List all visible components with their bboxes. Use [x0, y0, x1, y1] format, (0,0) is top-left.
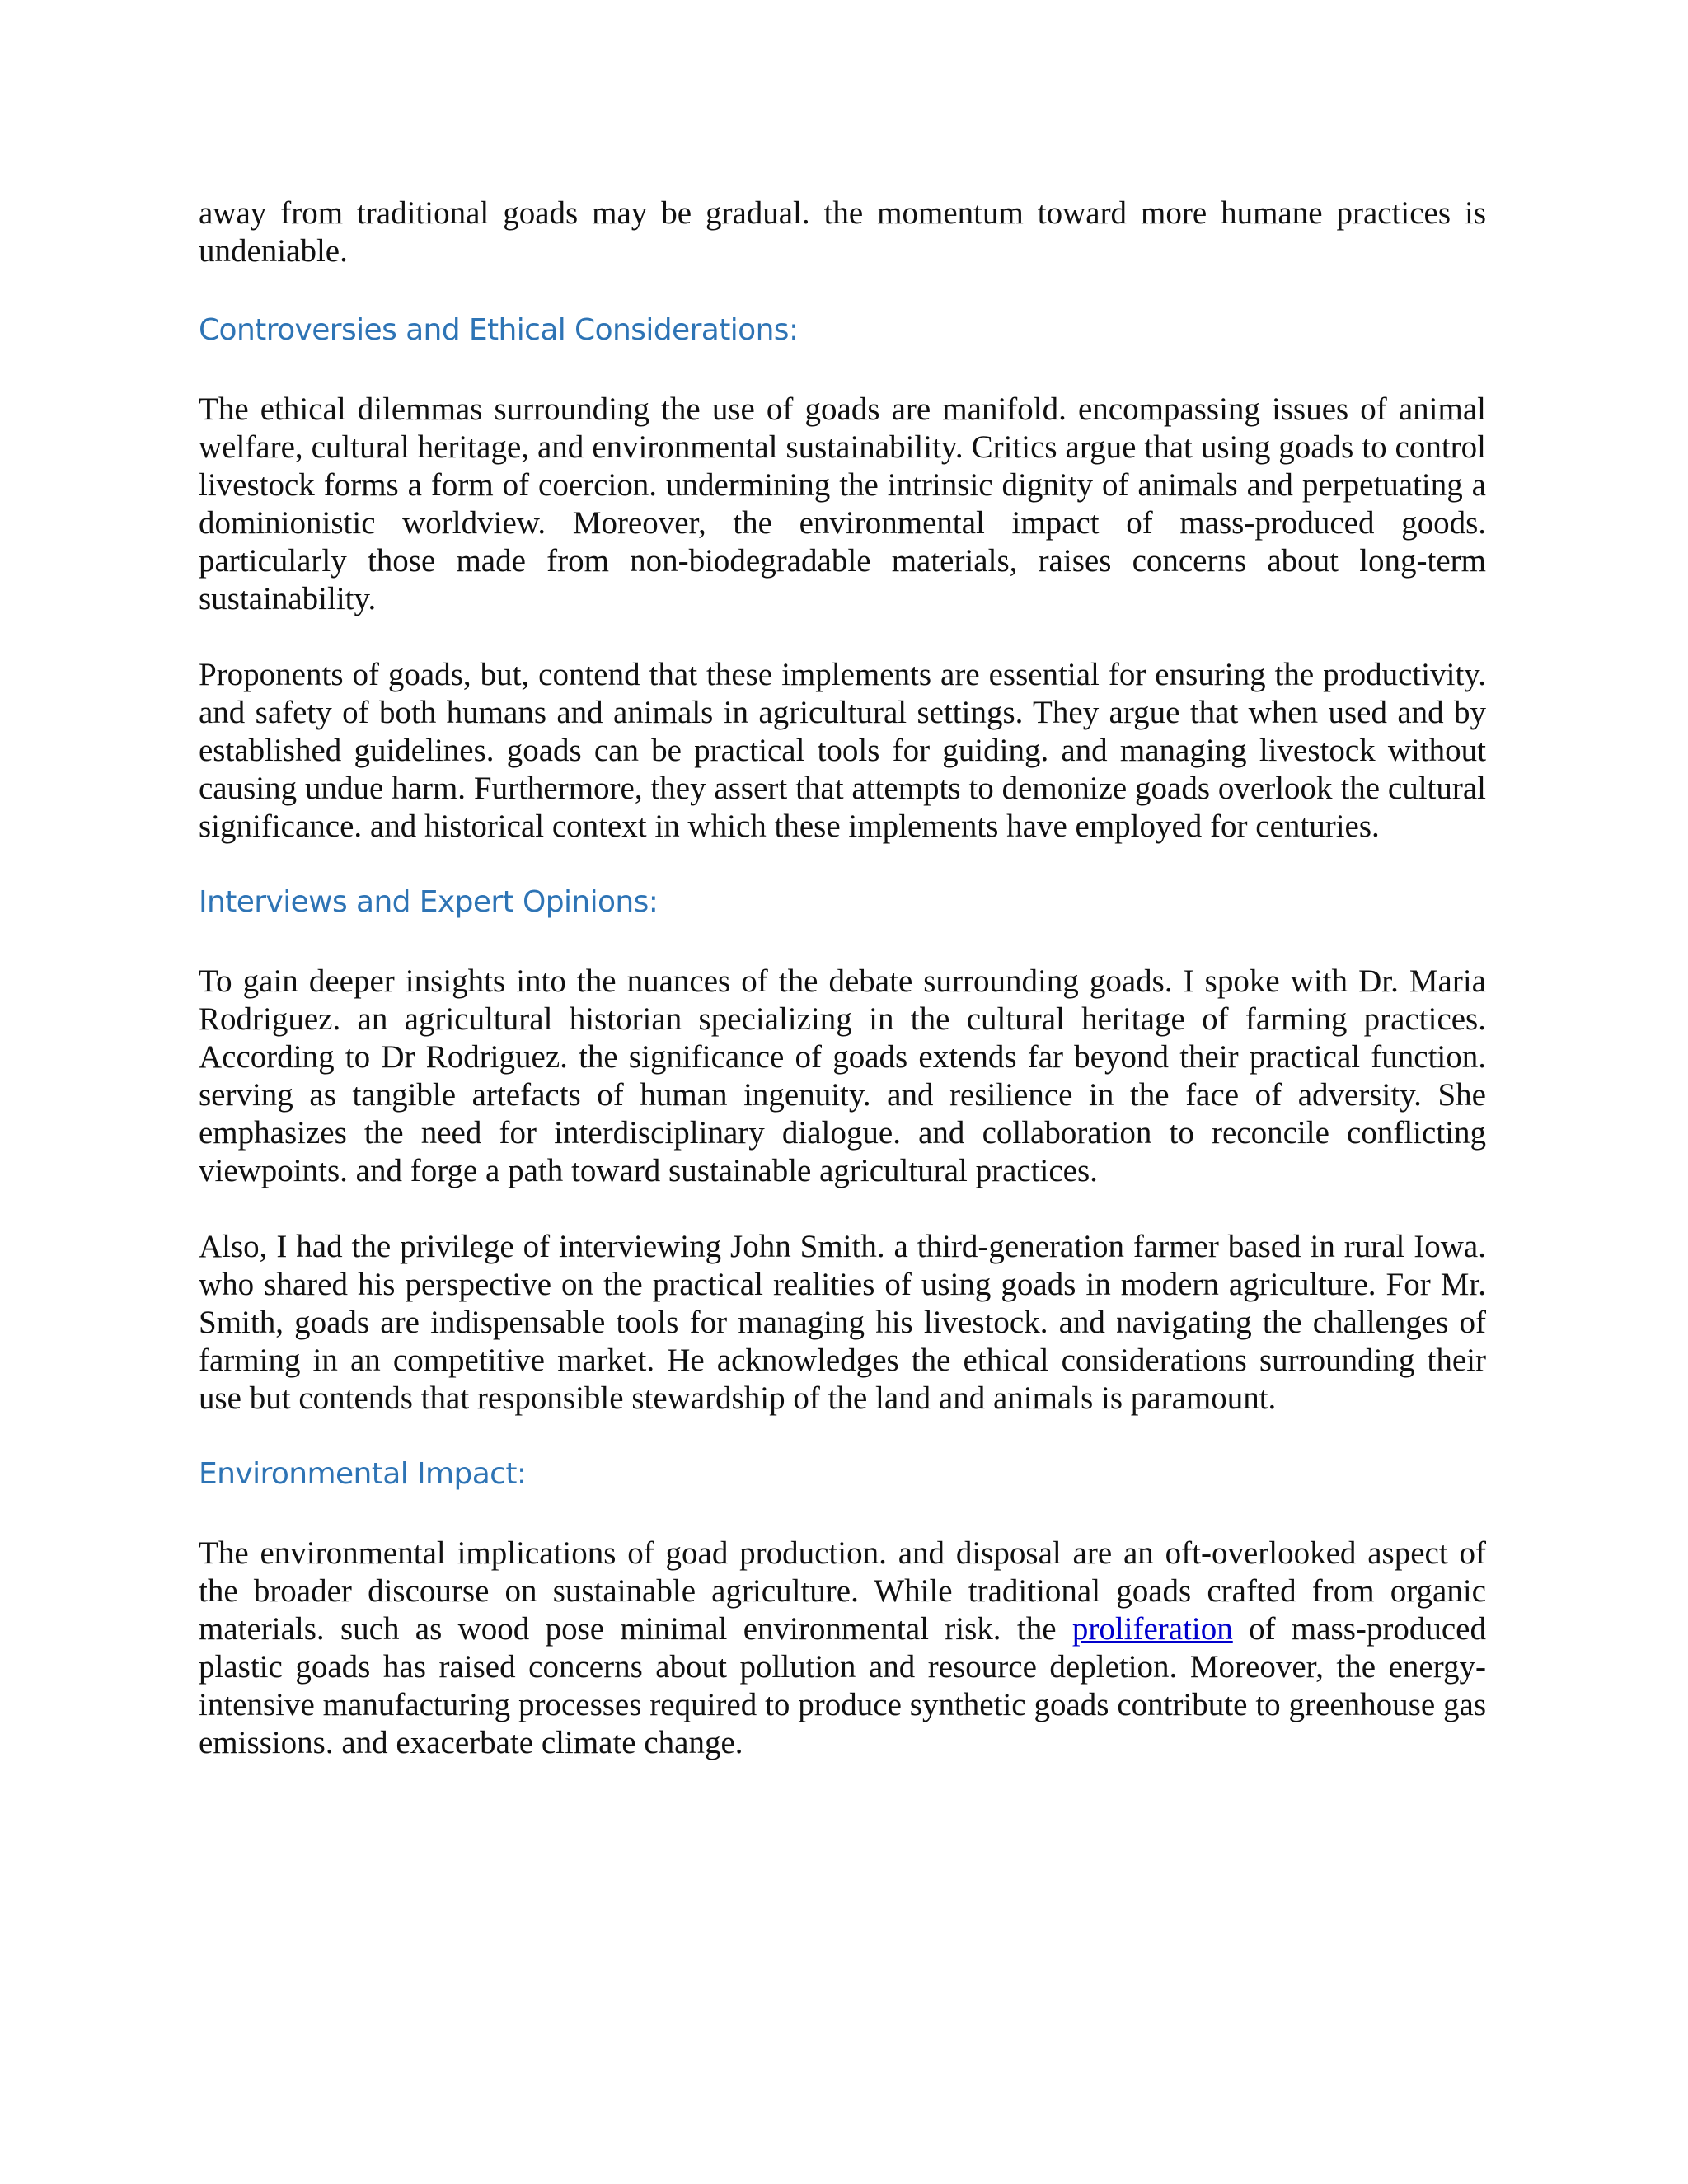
- paragraph-proponents: Proponents of goads, but, contend that these implements are essential for ensuring the productivity. and safety of both humans and animals in agricultural settings. They argue that when used and by established guidelines. goads can be practical tools for guiding. and managing livestock without causing undue harm. Furthermore, they assert that attempts to demonize goads overlook the cultural significance. and historical context in which these implements have employed for centuries.: [199, 657, 1486, 844]
- heading-environmental-impact: Environmental Impact:: [199, 1457, 527, 1491]
- paragraph-text-after-link: of mass-produced plastic goads has raised concerns about pollution and resource depletion. Moreover, the energy-intensive manufacturing processes required to produce synthetic goads contribute to greenhouse gas emissions. and exacerbate climate change.: [199, 1611, 1486, 1760]
- document-body: [199, 194, 1486, 1762]
- paragraph-smith-interview: Also, I had the privilege of interviewing John Smith. a third-generation farmer based in rural Iowa. who shared his perspective on the practical realities of using goads in modern agriculture. For Mr. Smith, goads are indispensable tools for managing his livestock. and navigating the challenges of farming in an competitive market. He acknowledges the ethical considerations surrounding their use but contends that responsible stewardship of the land and animals is paramount.: [199, 1229, 1486, 1416]
- paragraph-text-before-link: The environmental implications of goad production. and disposal are an oft-overlooked aspect of the broader discourse on sustainable agriculture. While traditional goads crafted from organic materials. such as wood pose minimal environmental risk. the: [199, 1535, 1486, 1647]
- paragraph-ethical-dilemmas: The ethical dilemmas surrounding the use of goads are manifold. encompassing issues of animal welfare, cultural heritage, and environmental sustainability. Critics argue that using goads to control livestock forms a form of coercion. undermining the intrinsic dignity of animals and perpetuating a dominionistic worldview. Moreover, the environmental impact of mass-produced goods. particularly those made from non-biodegradable materials, raises concerns about long-term sustainability.: [199, 391, 1486, 616]
- heading-controversies: Controversies and Ethical Considerations:: [199, 313, 799, 347]
- proliferation-link[interactable]: proliferation: [1071, 1611, 1233, 1647]
- paragraph-rodriguez-interview: To gain deeper insights into the nuances of the debate surrounding goads. I spoke with Dr. Maria Rodriguez. an agricultural historian specializing in the cultural heritage of farming practices. According to Dr Rodriguez. the significance of goads extends far beyond their practical function. serving as tangible artefacts of human ingenuity. and resilience in the face of adversity. She emphasizes the need for interdisciplinary dialogue. and collaboration to reconcile conflicting viewpoints. and forge a path toward sustainable agricultural practices.: [199, 963, 1486, 1188]
- paragraph-intro-continuation: away from traditional goads may be gradual. the momentum toward more humane practices is undeniable.: [199, 195, 1486, 269]
- heading-interviews: Interviews and Expert Opinions:: [199, 885, 659, 919]
- paragraph-environmental-implications: [199, 1535, 1486, 1762]
